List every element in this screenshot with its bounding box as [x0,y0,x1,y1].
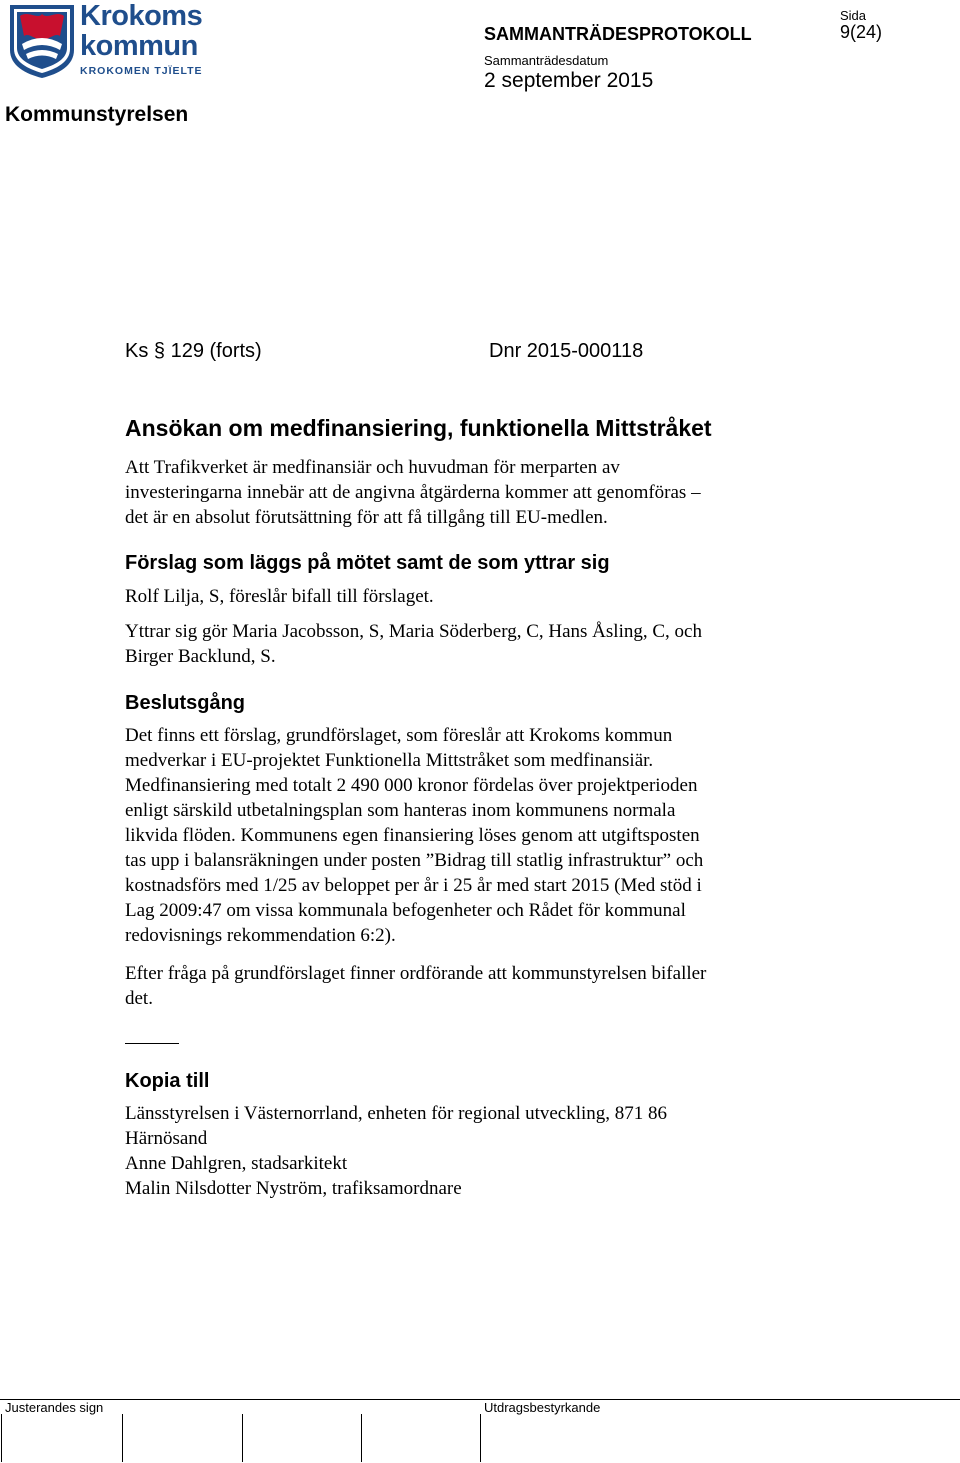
date-label: Sammanträdesdatum [484,53,609,68]
signature-box-divider [242,1414,243,1462]
case-dnr: Dnr 2015-000118 [489,340,644,362]
sign-label: Justerandes sign [5,1400,104,1415]
signature-box-divider [480,1414,481,1462]
case-title: Ansökan om medfinansiering, funktionella Mittstråket [125,415,712,441]
decision-line: Medfinansiering med totalt 2 490 000 kronor fördelas över projektperioden [125,775,698,796]
page-label: Sida [840,8,867,23]
logo-line-3: KROKOMEN TJÏELTE [80,65,203,77]
date-value: 2 september 2015 [484,69,654,92]
copies-heading: Kopia till [125,1070,210,1092]
copy-recipient: Härnösand [125,1128,208,1149]
extract-label: Utdragsbestyrkande [484,1400,601,1415]
decision-line: tas upp i balansräkningen under posten ”Bidrag till statlig infrastruktur” och [125,850,704,871]
proposal-line: Rolf Lilja, S, föreslår bifall till förslaget. [125,586,434,607]
page-number: 9(24) [840,22,883,42]
signature-box-divider [122,1414,123,1462]
proposal-paragraph-1 [125,584,825,609]
logo-line-2: kommun [80,30,198,62]
section-divider [125,1043,179,1044]
decision-line: Lag 2009:47 om vissa kommunala befogenheter och Rådet för kommunal [125,900,686,921]
coat-of-arms-icon [10,5,74,78]
proposals-heading: Förslag som läggs på mötet samt de som yttrar sig [125,552,610,574]
logo-wordmark [80,2,203,77]
proposal-line: Birger Backlund, S. [125,646,276,667]
decision-paragraph-1 [125,723,825,948]
case-reference: Ks § 129 (forts) [125,340,262,362]
intro-paragraph [125,455,825,530]
intro-line: det är en absolut förutsättning för att få tillgång till EU-medlen. [125,507,608,528]
decision-line: enligt särskild utbetalningsplan som hanteras inom kommunens normala [125,800,676,821]
intro-line: investeringarna innebär att de angivna åtgärderna kommer att genomföras – [125,482,701,503]
decision-line: det. [125,988,153,1009]
copies-list [125,1101,825,1201]
board-name: Kommunstyrelsen [5,103,189,126]
proposal-line: Yttrar sig gör Maria Jacobsson, S, Maria Söderberg, C, Hans Åsling, C, och [125,621,702,642]
signature-box-divider [1,1414,2,1462]
protocol-title: SAMMANTRÄDESPROTOKOLL [484,24,752,44]
decision-line: likvida flöden. Kommunens egen finansiering löses genom att utgiftsposten [125,825,700,846]
copy-recipient: Malin Nilsdotter Nyström, trafiksamordnare [125,1178,462,1199]
decision-heading: Beslutsgång [125,692,246,714]
intro-line: Att Trafikverket är medfinansiär och huvudman för merparten av [125,457,620,478]
decision-line: kostnadsförs med 1/25 av beloppet per år i 25 år med start 2015 (Med stöd i [125,875,702,896]
copy-recipient: Länsstyrelsen i Västernorrland, enheten för regional utveckling, 871 86 [125,1103,668,1124]
signature-box-divider [361,1414,362,1462]
decision-line: Efter fråga på grundförslaget finner ordförande att kommunstyrelsen bifaller [125,963,707,984]
decision-line: redovisnings rekommendation 6:2). [125,925,396,946]
footer-rule [0,1399,960,1400]
decision-paragraph-2 [125,961,825,1011]
decision-line: medverkar i EU-projektet Funktionella Mittstråket som medfinansiär. [125,750,654,771]
decision-line: Det finns ett förslag, grundförslaget, som föreslår att Krokoms kommun [125,725,673,746]
proposal-paragraph-2 [125,619,825,669]
copy-recipient: Anne Dahlgren, stadsarkitekt [125,1153,348,1174]
logo-line-1: Krokoms [80,0,203,32]
